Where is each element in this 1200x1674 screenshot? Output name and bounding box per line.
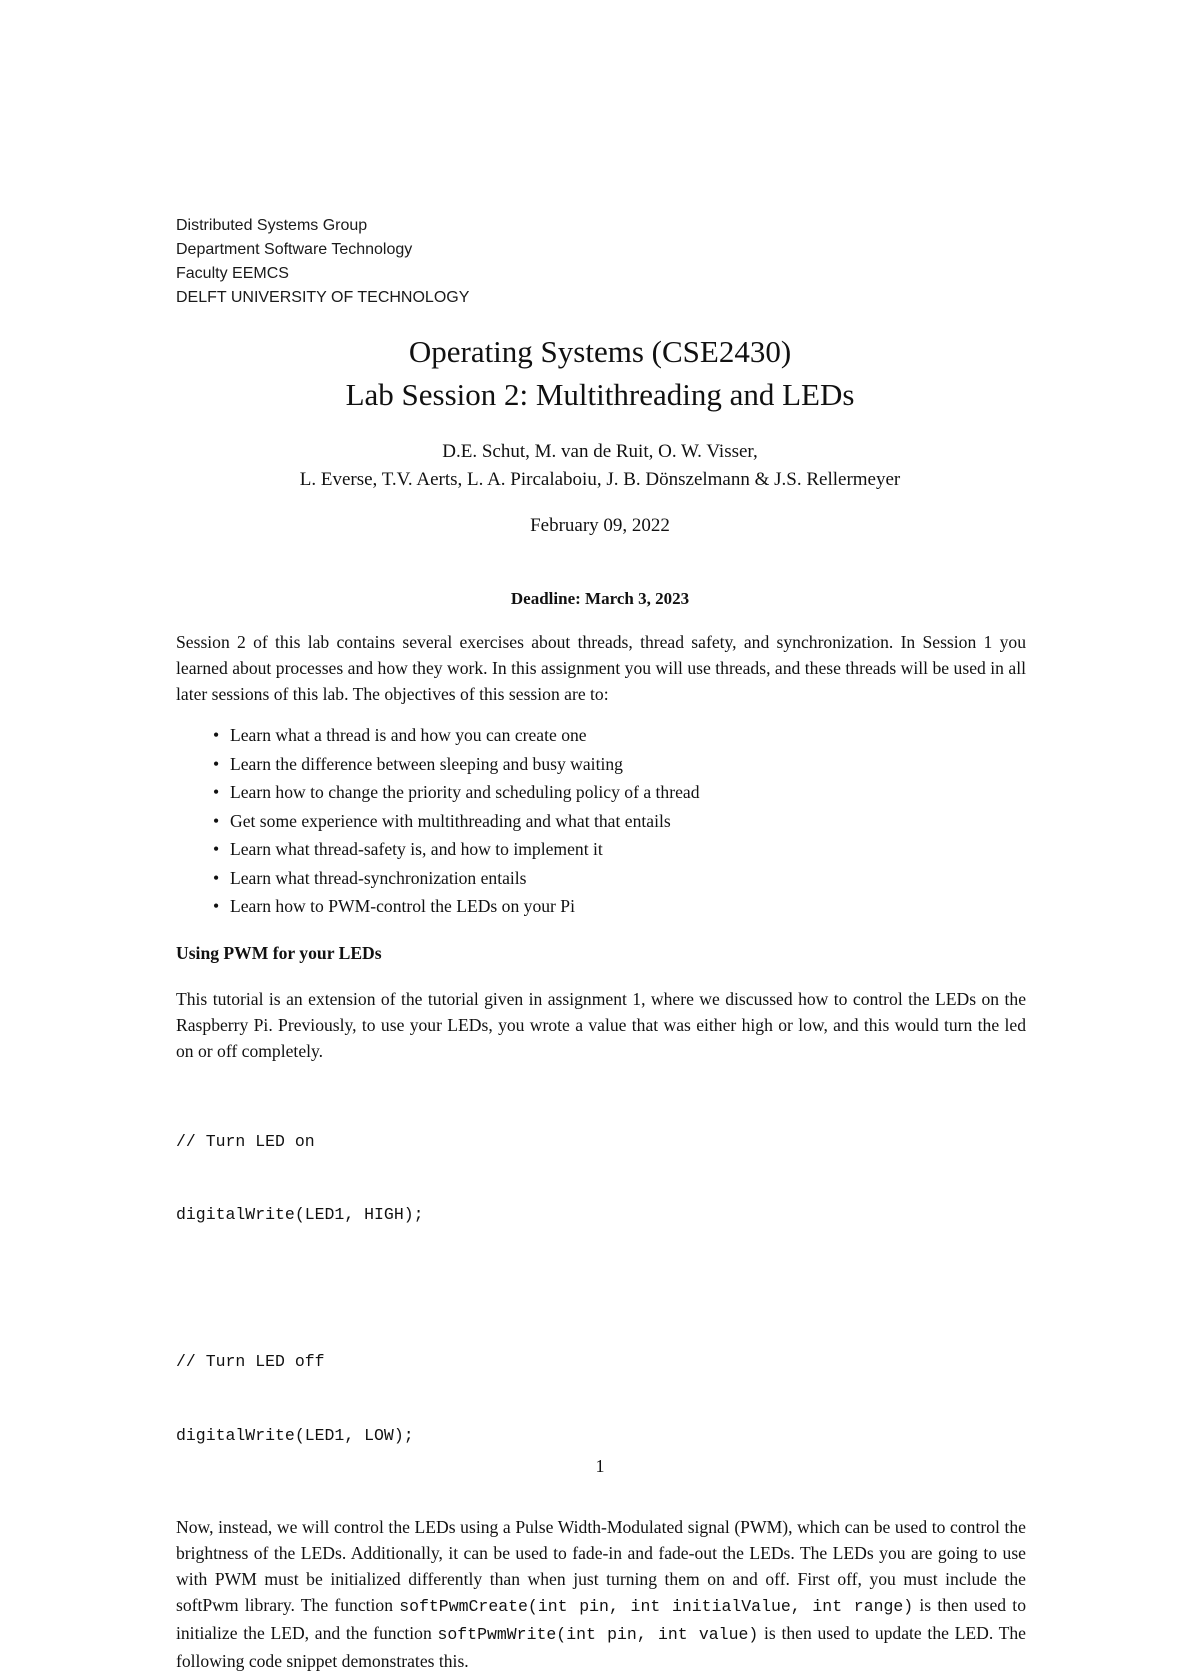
list-item	[213, 778, 1026, 807]
authors-line-2: L. Everse, T.V. Aerts, L. A. Pircalaboiu, J. B. Dönszelmann & J.S. Rellermeyer	[299, 469, 901, 490]
authors-line-1: D.E. Schut, M. van de Ruit, O. W. Visser,	[442, 441, 758, 462]
list-item	[213, 721, 1026, 750]
pwm-intro-paragraph: This tutorial is an extension of the tutorial given in assignment 1, where we discussed how to control the LEDs on the Raspberry Pi. Previously, to use your LEDs, you wrote a value that was either high or low, and this would turn the led on or off completely.	[176, 988, 1026, 1061]
title-block	[0, 330, 1200, 612]
affiliation-department: Department Software Technology	[176, 241, 413, 258]
list-item	[213, 807, 1026, 836]
code-line-comment-on: // Turn LED on	[176, 1131, 315, 1151]
affiliation-block	[176, 214, 469, 310]
bullet-icon: •	[213, 810, 220, 831]
page-number: 1	[595, 1456, 605, 1476]
code-line-write-off: digitalWrite(LED1, LOW);	[176, 1425, 414, 1445]
bullet-icon: •	[213, 782, 220, 802]
intro-paragraph: Session 2 of this lab contains several exercises about threads, thread safety, and synchronization. In Session 1 you learned about processes and how they work. In this assignment you will use threads, and these threads will be used in all later sessions of this lab. The objectives of this session are to:	[176, 632, 1026, 704]
code-line-write-on: digitalWrite(LED1, HIGH);	[176, 1205, 424, 1224]
deadline: Deadline: March 3, 2023	[510, 589, 690, 608]
document-date: February 09, 2022	[530, 515, 670, 536]
affiliation-university: DELFT UNIVERSITY OF TECHNOLOGY	[176, 289, 470, 306]
section-heading: Using PWM for your LEDs	[176, 942, 382, 963]
list-item-text: Get some experience with multithreading and what that entails	[230, 810, 671, 831]
list-item-text: Learn what thread-synchronization entails	[230, 867, 527, 888]
objectives-list	[176, 721, 1026, 921]
bullet-icon: •	[213, 867, 220, 888]
affiliation-faculty: Faculty EEMCS	[176, 265, 289, 282]
list-item	[213, 864, 1026, 893]
title-line-1: Operating Systems (CSE2430)	[408, 334, 792, 369]
bullet-icon: •	[213, 896, 220, 916]
list-item-text: Learn the difference between sleeping and busy waiting	[230, 753, 623, 774]
bullet-icon: •	[213, 839, 220, 859]
list-item-text: Learn how to change the priority and scheduling policy of a thread	[230, 782, 700, 802]
pwm-explain-text-1: Now, instead, we will control the LEDs using a Pulse Width-Modulated signal (PWM), which can be used to control the brightness of the LEDs. Additionally, it can be used to fade-in and fade-out the LEDs. The LEDs you are going to use with PWM must be initialized differently than when just turning them on and off. First off, you must include the softPwm library. The function	[176, 1517, 1026, 1615]
title-line-2: Lab Session 2: Multithreading and LEDs	[345, 377, 855, 412]
pwm-explain-text-2: is then used to initialize the LED, and the function	[176, 1595, 1026, 1643]
list-item	[213, 835, 1026, 864]
list-item	[213, 750, 1026, 779]
affiliation-group: Distributed Systems Group	[176, 217, 368, 234]
inline-code-softpwmcreate: softPwmCreate(int pin, int initialValue, int range)	[399, 1597, 914, 1616]
inline-code-softpwmwrite: softPwmWrite(int pin, int value)	[437, 1625, 759, 1644]
main-content	[176, 629, 1026, 1674]
list-item	[213, 892, 1026, 921]
code-snippet	[176, 1081, 1026, 1498]
document-title	[0, 330, 1200, 416]
authors	[0, 438, 1200, 494]
code-line-comment-off: // Turn LED off	[176, 1352, 325, 1371]
list-item-text: Learn how to PWM-control the LEDs on your Pi	[230, 896, 575, 916]
list-item-text: Learn what thread-safety is, and how to implement it	[230, 839, 603, 859]
code-blank-line	[176, 1277, 1026, 1302]
bullet-icon: •	[213, 725, 220, 745]
list-item-text: Learn what a thread is and how you can create one	[230, 725, 587, 745]
pwm-explain-paragraph	[176, 1514, 1026, 1674]
pwm-explain-text-3: is then used to update the LED. The following code snippet demonstrates this.	[176, 1623, 1026, 1671]
bullet-icon: •	[213, 753, 220, 774]
